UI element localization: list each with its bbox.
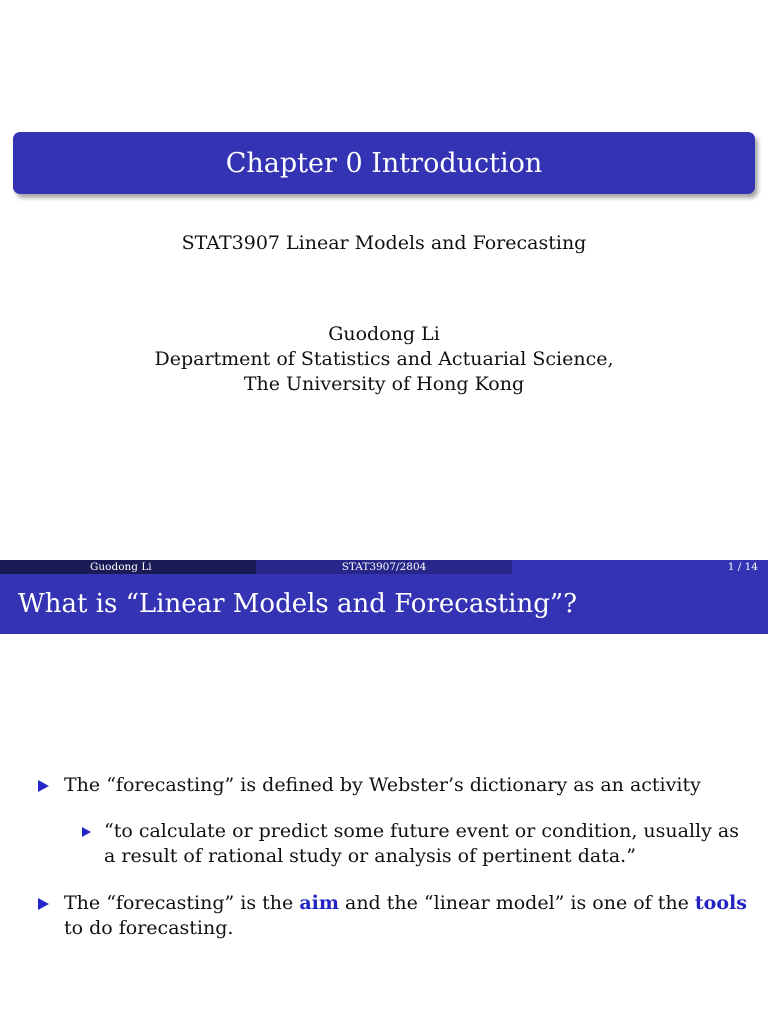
footer-course: STAT3907/2804: [256, 560, 512, 574]
content-slide: [0, 574, 768, 1024]
highlight-tools: tools: [694, 892, 747, 914]
highlight-aim: aim: [299, 892, 339, 914]
slide-title-box: [13, 132, 755, 194]
bullet-text-part: The “forecasting” is the: [64, 892, 300, 914]
triangle-bullet-icon: [38, 898, 49, 910]
slide-footer: [0, 560, 768, 574]
footer-author: Guodong Li: [0, 560, 256, 574]
bullet-text: [38, 891, 750, 941]
sub-bullet-text: “to calculate or predict some future event or condition, usually as a result of rational study or analysis of pertinent data.”: [104, 820, 739, 867]
bullet-item: [38, 773, 738, 798]
bullet-text-part: and the “linear model” is one of the: [338, 892, 695, 914]
triangle-bullet-icon: [38, 780, 49, 792]
department-name: Department of Statistics and Actuarial Science,: [154, 348, 614, 370]
bullet-text-part: to do forecasting.: [64, 917, 234, 939]
course-subtitle: STAT3907 Linear Models and Forecasting: [181, 232, 587, 254]
author-name: Guodong Li: [328, 323, 440, 345]
author-block: [0, 322, 768, 397]
bullet-item: [38, 891, 750, 941]
frame-title: What is “Linear Models and Forecasting”?: [0, 574, 768, 634]
sub-bullet-item: [82, 819, 742, 869]
university-name: The University of Hong Kong: [243, 373, 525, 395]
slide-title: Chapter 0 Introduction: [225, 147, 543, 179]
footer-page-number: 1 / 14: [512, 560, 768, 574]
triangle-bullet-icon: [82, 827, 91, 837]
bullet-text: The “forecasting” is defined by Webster’s dictionary as an activity: [64, 774, 701, 796]
